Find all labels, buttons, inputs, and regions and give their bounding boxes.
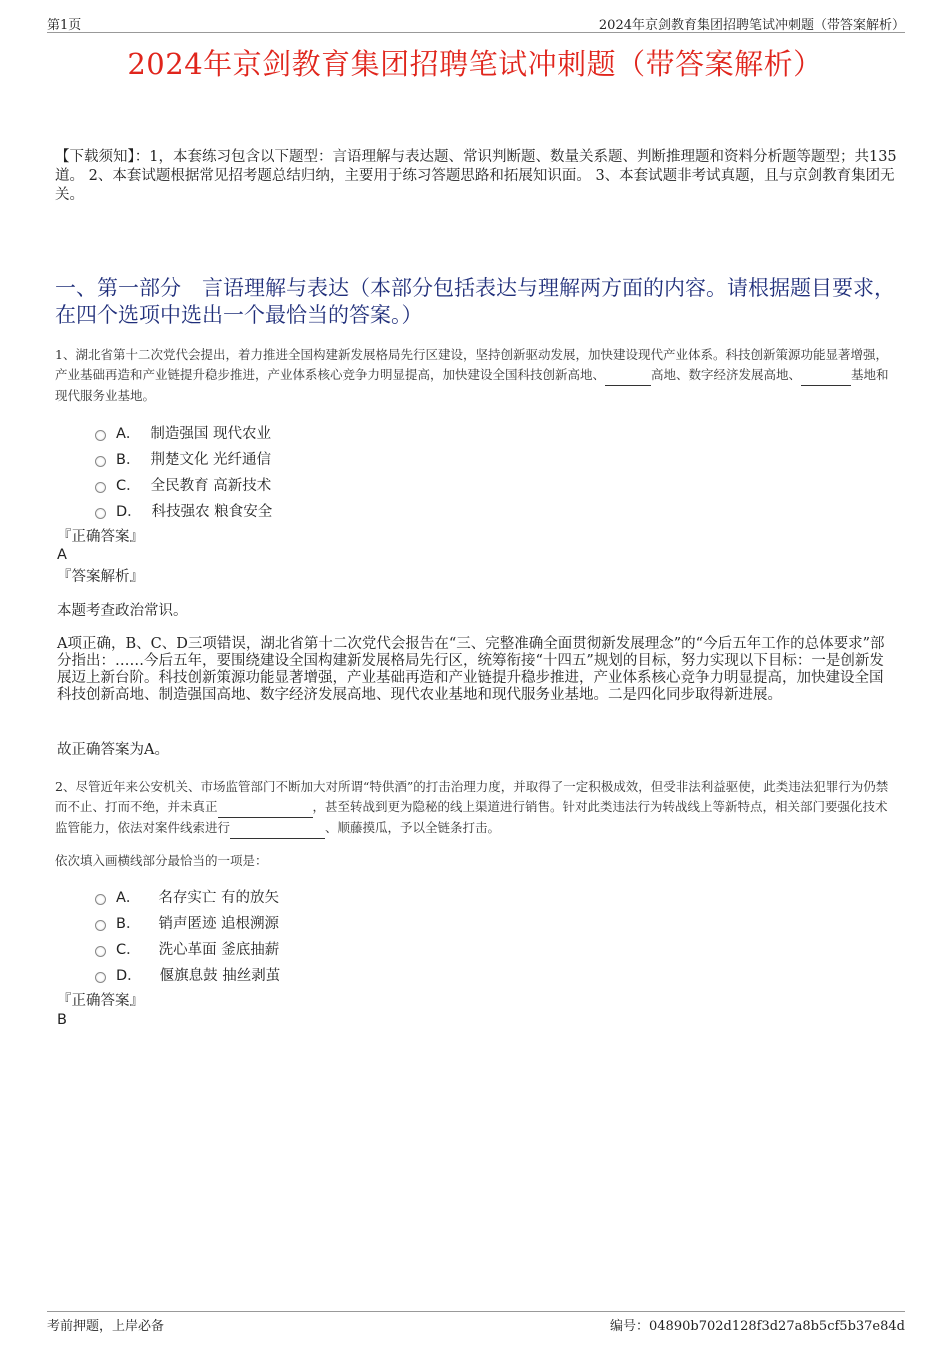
page-title: 2024年京剑教育集团招聘笔试冲刺题（带答案解析） — [127, 47, 823, 81]
q2-text-part-a: 2、尽管近年来公安机关、市场监管部门不断加大对所谓“特供酒”的打击治理力度，并取得了一定积极成效，但受非法利益驱使，此类违法犯罪行为仍禁而不止、打而不绝，并未真正 — [55, 779, 889, 814]
radio-icon[interactable] — [95, 430, 106, 441]
q2-option-c[interactable] — [95, 935, 280, 961]
q1-text-part-c: 基地和现代服务业基地。 — [55, 367, 889, 403]
footer-slogan: 考前押题，上岸必备 — [47, 1319, 165, 1334]
radio-icon[interactable] — [95, 482, 106, 493]
q1-answer: A — [57, 547, 67, 563]
option-text: 全民教育 高新技术 — [150, 477, 272, 494]
q2-answer-label: 『正确答案』 — [57, 993, 144, 1009]
q1-blank-2 — [801, 365, 851, 386]
option-text: 荆楚文化 光纤通信 — [150, 451, 272, 468]
q2-answer: B — [57, 1012, 67, 1028]
page-footer — [47, 1311, 905, 1334]
option-text: 偃旗息鼓 抽丝剥茧 — [159, 967, 281, 984]
option-text: 制造强国 现代农业 — [150, 425, 272, 442]
q1-option-a[interactable] — [95, 419, 272, 445]
question-2-text — [55, 777, 900, 839]
page-number: 第1页 — [47, 18, 82, 33]
q1-blank-1 — [605, 365, 651, 386]
section-heading: 一、第一部分 言语理解与表达（本部分包括表达与理解两方面的内容。请根据题目要求，在四个选项中选出一个最恰当的答案。） — [55, 276, 895, 327]
option-letter: C． — [116, 477, 141, 494]
radio-icon[interactable] — [95, 946, 106, 957]
q1-option-d[interactable] — [95, 497, 272, 523]
q1-text-part-b: 高地、数字经济发展高地、 — [651, 367, 802, 382]
q2-blank-2 — [230, 818, 325, 839]
q2-blank-1 — [218, 797, 313, 818]
question-1-options — [95, 419, 272, 523]
option-letter: C． — [116, 941, 141, 958]
page-header — [47, 14, 905, 33]
option-text: 销声匿迹 追根溯源 — [158, 915, 280, 932]
radio-icon[interactable] — [95, 894, 106, 905]
q2-option-d[interactable] — [95, 961, 280, 987]
option-text: 名存实亡 有的放矢 — [158, 889, 280, 906]
option-text: 洗心革面 釜底抽薪 — [158, 941, 280, 958]
radio-icon[interactable] — [95, 972, 106, 983]
question-1-text — [55, 345, 900, 406]
option-letter: D． — [116, 967, 142, 984]
q1-analysis-2: A项正确，B、C、D三项错误，湖北省第十二次党代会报告在“三、完整准确全面贯彻新发展理念”的“今后五年工作的总体要求”部分指出：……今后五年，要围绕建设全国构建新发展格局先行区，统筹衔接“十四五”规划的目标，努力实现以下目标：一是创新发展迈上新台阶。科技创新策源功能显著增强，产业基础再造和产业链提升稳步推进，产业体系核心竞争力明显提高，加快建设全国科技创新高地、制造强国高地、数字经济发展高地、现代农业基地和现代服务业基地。二是四化同步取得新进展。 — [57, 636, 885, 703]
header-doc-title: 2024年京剑教育集团招聘笔试冲刺题（带答案解析） — [598, 18, 905, 33]
download-notice: 【下载须知】：1，本套练习包含以下题型：言语理解与表达题、常识判断题、数量关系题、判断推理题和资料分析题等题型；共135道。 2、本套试题根据常见招考题总结归纳，主要用于练习答题思路和拓展知识面。 3、本套试题非考试真题，且与京剑教育集团无关。 — [55, 149, 897, 203]
option-letter: B． — [116, 451, 141, 468]
q1-analysis-3: 故正确答案为A。 — [57, 742, 169, 758]
q2-text-part-c: 、顺藤摸瓜，予以全链条打击。 — [325, 820, 501, 835]
option-text: 科技强农 粮食安全 — [151, 503, 273, 520]
radio-icon[interactable] — [95, 920, 106, 931]
q2-text-part-b: ，甚至转战到更为隐秘的线上渠道进行销售。针对此类违法行为转战线上等新特点，相关部门要强化技术监管能力，依法对案件线索进行 — [55, 799, 888, 835]
q2-option-a[interactable] — [95, 883, 280, 909]
q1-analysis-1: 本题考查政治常识。 — [57, 603, 188, 619]
q2-option-b[interactable] — [95, 909, 280, 935]
q1-analysis-label: 『答案解析』 — [57, 569, 144, 585]
option-letter: A． — [116, 889, 141, 906]
radio-icon[interactable] — [95, 456, 106, 467]
q1-option-b[interactable] — [95, 445, 272, 471]
option-letter: D． — [116, 503, 142, 520]
option-letter: B． — [116, 915, 141, 932]
radio-icon[interactable] — [95, 508, 106, 519]
option-letter: A． — [116, 425, 141, 442]
q1-option-c[interactable] — [95, 471, 272, 497]
q2-prompt: 依次填入画横线部分最恰当的一项是： — [55, 853, 268, 868]
question-2-options — [95, 883, 280, 987]
q1-answer-label: 『正确答案』 — [57, 529, 144, 545]
footer-doc-id: 编号：04890b702d128f3d27a8b5cf5b37e84d — [610, 1319, 905, 1334]
q1-text-part-a: 1、湖北省第十二次党代会提出，着力推进全国构建新发展格局先行区建设，坚持创新驱动发展，加快建设现代产业体系。科技创新策源功能显著增强，产业基础再造和产业链提升稳步推进，产业体系核心竞争力明显提高，加快建设全国科技创新高地、 — [55, 347, 888, 382]
